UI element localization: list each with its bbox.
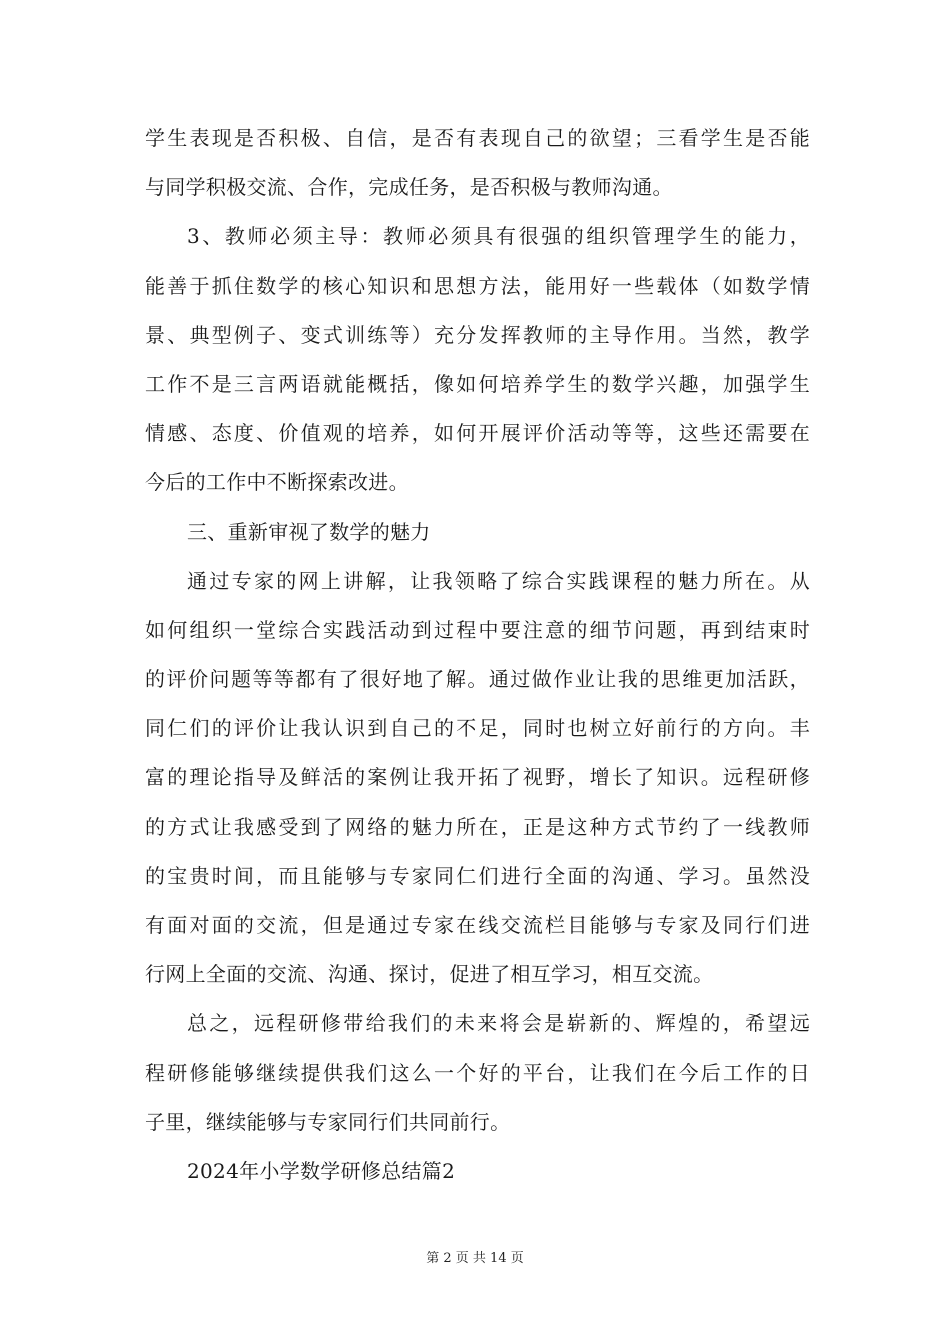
- text-line: 与同学积极交流、合作，完成任务，是否积极与教师沟通。: [145, 175, 673, 200]
- text-line: 的评价问题等等都有了很好地了解。通过做作业让我的思维更加活跃，: [145, 667, 810, 692]
- text-line: 景、典型例子、变式训练等）充分发挥教师的主导作用。当然，教学: [145, 322, 810, 347]
- paragraph-start-line: 3、教师必须主导：教师必须具有很强的组织管理学生的能力，: [187, 224, 810, 249]
- section-heading: 三、重新审视了数学的魅力: [187, 519, 431, 544]
- text-line: 的宝贵时间，而且能够与专家同仁们进行全面的沟通、学习。虽然没: [145, 863, 810, 888]
- paragraph-start-line: 通过专家的网上讲解，让我领略了综合实践课程的魅力所在。从: [187, 568, 810, 593]
- text-line: 子里，继续能够与专家同行们共同前行。: [145, 1109, 511, 1134]
- document-body: [145, 114, 810, 1196]
- text-line: 能善于抓住数学的核心知识和思想方法，能用好一些载体（如数学情: [145, 273, 810, 298]
- paragraph-start-line: 总之，远程研修带给我们的未来将会是崭新的、辉煌的，希望远: [187, 1011, 810, 1036]
- text-line: 情感、态度、价值观的培养，如何开展评价活动等等，这些还需要在: [145, 421, 810, 446]
- text-line: 同仁们的评价让我认识到自己的不足，同时也树立好前行的方向。丰: [145, 716, 810, 741]
- text-line: 如何组织一堂综合实践活动到过程中要注意的细节问题，再到结束时: [145, 617, 810, 642]
- text-line: 行网上全面的交流、沟通、探讨，促进了相互学习，相互交流。: [145, 962, 714, 987]
- text-line: 富的理论指导及鲜活的案例让我开拓了视野，增长了知识。远程研修: [145, 765, 810, 790]
- text-line: 工作不是三言两语就能概括，像如何培养学生的数学兴趣，加强学生: [145, 371, 810, 396]
- text-line: 学生表现是否积极、自信，是否有表现自己的欲望；三看学生是否能: [145, 126, 810, 150]
- page-number-footer: 第 2 页 共 14 页: [426, 1251, 524, 1266]
- section-title: 2024年小学数学研修总结篇2: [187, 1158, 456, 1183]
- text-line: 有面对面的交流，但是通过专家在线交流栏目能够与专家及同行们进: [145, 913, 810, 937]
- text-line: 今后的工作中不断探索改进。: [145, 470, 409, 495]
- text-line: 程研修能够继续提供我们这么一个好的平台，让我们在今后工作的日: [145, 1060, 810, 1085]
- text-line: 的方式让我感受到了网络的魅力所在，正是这种方式节约了一线教师: [145, 814, 810, 839]
